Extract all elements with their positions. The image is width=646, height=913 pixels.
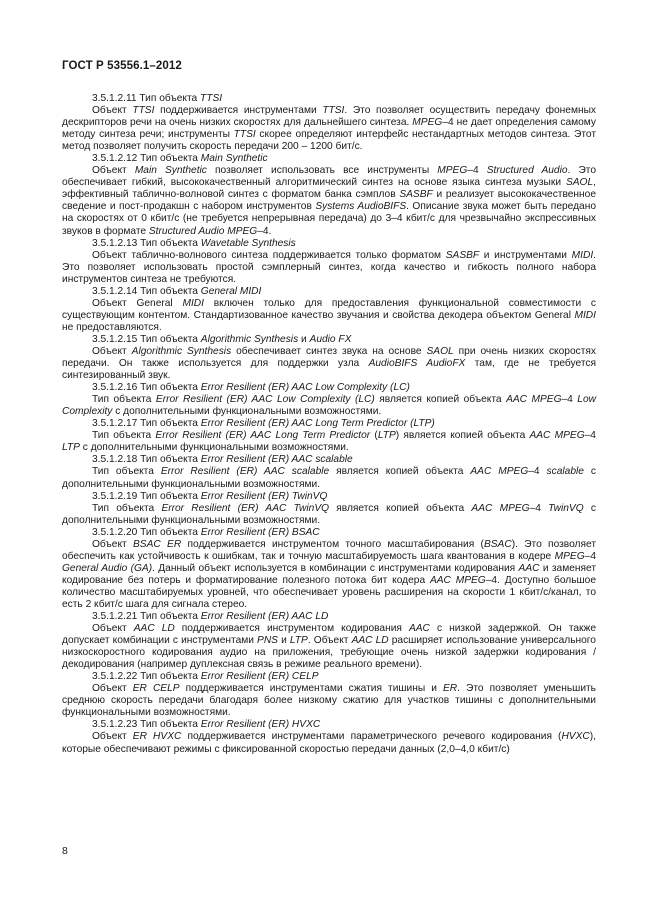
- paragraph: Объект ER HVXC поддерживается инструментами параметрического речевого кодирования (HVXC), которые обеспечивают режимы с фиксированной скоростью передачи данных (2,0–4,0 кбит/с): [62, 731, 596, 755]
- section-heading: 3.5.1.2.12 Тип объекта Main Synthetic: [92, 153, 268, 165]
- section-heading: 3.5.1.2.13 Тип объекта Wavetable Synthesis: [92, 237, 296, 249]
- section-heading: 3.5.1.2.17 Тип объекта Error Resilient (ER) AAC Long Term Predictor (LTP): [92, 418, 435, 430]
- paragraph: Тип объекта Error Resilient (ER) AAC Low Complexity (LC) является копией объекта AAC MPEG–4 Low Complexity с дополнительными функциональными возможностями.: [62, 394, 596, 418]
- paragraph: Тип объекта Error Resilient (ER) AAC TwinVQ является копией объекта AAC MPEG–4 TwinVQ с дополнительными функциональными возможностями.: [62, 502, 596, 526]
- section-heading: 3.5.1.2.14 Тип объекта General MIDI: [92, 285, 262, 297]
- section-heading: 3.5.1.2.16 Тип объекта Error Resilient (ER) AAC Low Complexity (LC): [92, 382, 410, 394]
- paragraph: Объект ER CELP поддерживается инструментами сжатия тишины и ER. Это позволяет уменьшить среднюю скорость передачи благодаря более низкому сжатию для участков тишины с дополнительными функциональными возможностями.: [62, 683, 596, 719]
- paragraph: Объект AAC LD поддерживается инструментом кодирования AAC с низкой задержкой. Он также допускает комбинации с инструментами PNS и LTP. Объект AAC LD расширяет использование универсального низкоскоростного кодирования аудио на приложения, требующие очень низкой задержки кодирования / декодирования (например дуплексная связь в режиме реального времени).: [62, 623, 596, 671]
- document-body: [62, 93, 596, 756]
- section-heading: 3.5.1.2.18 Тип объекта Error Resilient (ER) AAC scalable: [92, 454, 353, 466]
- section-heading: 3.5.1.2.19 Тип объекта Error Resilient (ER) TwinVQ: [92, 490, 328, 502]
- section-heading: 3.5.1.2.20 Тип объекта Error Resilient (ER) BSAC: [92, 526, 320, 538]
- section-heading: 3.5.1.2.23 Тип объекта Error Resilient (ER) HVXC: [92, 719, 321, 731]
- paragraph: Тип объекта Error Resilient (ER) AAC scalable является копией объекта AAC MPEG–4 scalable с дополнительными функциональными возможностями.: [62, 466, 596, 490]
- paragraph: Объект таблично-волнового синтеза поддерживается только форматом SASBF и инструментами MIDI. Это позволяет использовать простой сэмплерный синтез, когда качество и гибкость полного набора инструментов синтеза не требуются.: [62, 249, 596, 285]
- page-header: ГОСТ Р 53556.1–2012: [62, 60, 182, 72]
- paragraph: Объект Algorithmic Synthesis обеспечивает синтез звука на основе SAOL при очень низких скоростях передачи. Он также используется для поддержки узла AudioBIFS AudioFX там, где не требуется синтезированный звук.: [62, 345, 596, 382]
- paragraph: Объект BSAC ER поддерживается инструментом точного масштабирования (BSAC). Это позволяет обеспечить как устойчивость к ошибкам, так и точную масштабируемость шага квантования в кодере MPEG–4 General Audio (GA). Данный объект используется в комбинации с инструментами кодирования AAC и заменяет кодирование без потерь и форматирование полезного потока бит кодера AAC MPEG–4. Доступно большое количество масштабируемых уровней, что обеспечивает уровень расширения на скорости 1 кбит/с/канал, то есть 2 кбит/с шага для сигнала стерео.: [62, 538, 597, 610]
- section-heading: 3.5.1.2.21 Тип объекта Error Resilient (ER) AAC LD: [92, 611, 329, 623]
- section-heading: 3.5.1.2.15 Тип объекта Algorithmic Synthesis и Audio FX: [92, 333, 352, 345]
- paragraph: Объект General MIDI включен только для предоставления функциональной совместимости с существующим контентом. Стандартизованное качество звучания и свойства декодера объектом General MIDI не предоставляются.: [62, 297, 596, 333]
- paragraph: Объект Main Synthetic позволяет использовать все инструменты MPEG–4 Structured Audio. Это обеспечивает гибкий, высококачественный алгоритмический синтез на основе языка синтеза музыки SAOL, эффективный таблично-волновой синтез с форматом банка сэмплов SASBF и реализует высококачественное сведение и пост-продакшн с набором инструментов Systems AudioBIFS. Описание звука может быть передано на скоростях от 0 кбит/с (не требуется непрерывная передача) до 3–4 кбит/с для чрезвычайно экспрессивных звуков в формате Structured Audio MPEG–4.: [62, 165, 597, 237]
- section-heading: 3.5.1.2.11 Тип объекта TTSI: [92, 93, 223, 104]
- section-heading: 3.5.1.2.22 Тип объекта Error Resilient (ER) CELP: [92, 671, 319, 683]
- page-number: 8: [62, 845, 68, 857]
- paragraph: Объект TTSI поддерживается инструментами TTSI. Это позволяет осуществить передачу фонемных дескрипторов речи на очень низких скоростях для дальнейшего синтеза. MPEG–4 не дает определения самому методу синтеза речи; инструменты TTSI скорее определяют интерфейс нестандартных методов синтеза. Этот метод позволяет получить скорость передачи 200 – 1200 бит/с.: [62, 105, 596, 153]
- paragraph: Тип объекта Error Resilient (ER) AAC Long Term Predictor (LTP) является копией объекта AAC MPEG–4 LTP с дополнительными функциональными возможностями.: [62, 430, 596, 454]
